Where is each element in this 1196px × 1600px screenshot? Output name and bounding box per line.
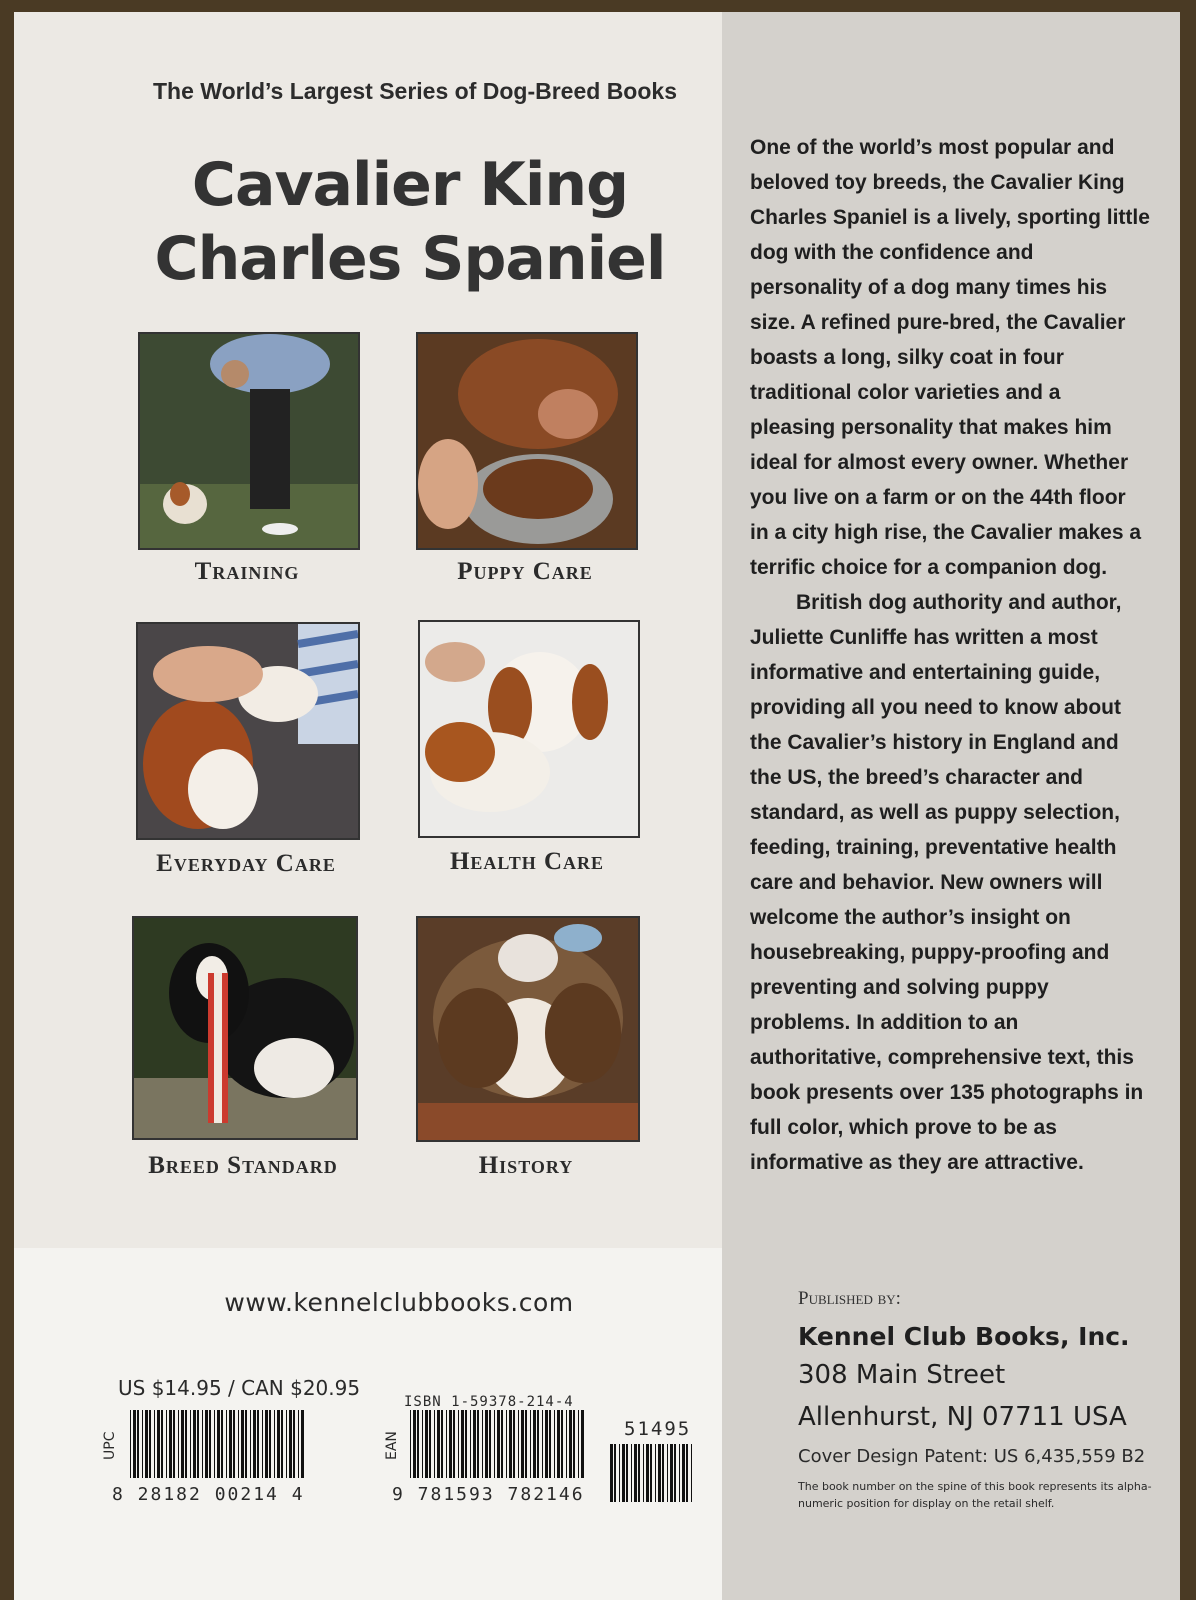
barcode-bar: [470, 1410, 471, 1478]
barcode-bar: [497, 1410, 500, 1478]
barcode-bar: [489, 1410, 491, 1478]
barcode-bar: [667, 1444, 668, 1502]
barcode-bar: [253, 1410, 256, 1478]
ean-barcode: [408, 1410, 586, 1478]
published-by-label: Published by:: [798, 1288, 901, 1309]
barcode-bar: [233, 1410, 235, 1478]
history-photo: [416, 916, 640, 1142]
barcode-bar: [655, 1444, 656, 1502]
barcode-bar: [193, 1410, 196, 1478]
price-label: US $14.95 / CAN $20.95: [118, 1376, 361, 1400]
barcode-bar: [217, 1410, 220, 1478]
barcode-bar: [643, 1444, 644, 1502]
barcode-bar: [658, 1444, 661, 1502]
ean-digits: 9 781593 782146: [392, 1484, 585, 1505]
barcode-bar: [257, 1410, 259, 1478]
barcode-bar: [441, 1410, 443, 1478]
barcode-bar: [154, 1410, 155, 1478]
barcode-bar: [545, 1410, 548, 1478]
isbn-number: ISBN 1-59378-214-4: [404, 1394, 574, 1410]
barcode-bar: [173, 1410, 175, 1478]
barcode-bar: [465, 1410, 467, 1478]
barcode-bar: [149, 1410, 151, 1478]
barcode-bar: [429, 1410, 431, 1478]
barcode-bar: [281, 1410, 283, 1478]
tile-caption-everyday-care: Everyday Care: [156, 850, 336, 877]
barcode-bar: [682, 1444, 685, 1502]
barcode-bar: [289, 1410, 292, 1478]
barcode-bar: [209, 1410, 211, 1478]
barcode-bar: [274, 1410, 275, 1478]
barcode-bar: [142, 1410, 143, 1478]
barcode-bar: [161, 1410, 163, 1478]
barcode-bar: [458, 1410, 459, 1478]
barcode-bar: [262, 1410, 263, 1478]
barcode-bar: [205, 1410, 208, 1478]
barcode-bar: [569, 1410, 572, 1478]
barcode-bar: [238, 1410, 239, 1478]
tile-caption-history: History: [478, 1152, 574, 1179]
barcode-bar: [686, 1444, 688, 1502]
barcode-bar: [518, 1410, 519, 1478]
book-title: [110, 148, 710, 296]
barcode-bar: [530, 1410, 531, 1478]
barcode-bar: [537, 1410, 539, 1478]
barcode-bar: [626, 1444, 628, 1502]
barcode-bar: [533, 1410, 536, 1478]
title-line-1: Cavalier King: [191, 150, 629, 220]
barcode-bar: [525, 1410, 527, 1478]
publisher-city: Allenhurst, NJ 07711 USA: [798, 1402, 1127, 1432]
barcode-bar: [691, 1444, 692, 1502]
barcode-bar: [513, 1410, 515, 1478]
barcode-bar: [485, 1410, 488, 1478]
barcode-bar: [185, 1410, 187, 1478]
upc-label: UPC: [102, 1431, 118, 1460]
barcode-bar: [413, 1410, 416, 1478]
barcode-bar: [277, 1410, 280, 1478]
tile-caption-health-care: Health Care: [449, 848, 605, 875]
barcode-bar: [554, 1410, 555, 1478]
publisher-street: 308 Main Street: [798, 1360, 1006, 1390]
barcode-bar: [494, 1410, 495, 1478]
cover-design-patent: Cover Design Patent: US 6,435,559 B2: [798, 1446, 1146, 1467]
ean-label: EAN: [384, 1431, 400, 1460]
barcode-bar: [578, 1410, 579, 1478]
barcode-bar: [453, 1410, 455, 1478]
barcode-bar: [638, 1444, 640, 1502]
barcode-bar: [473, 1410, 476, 1478]
barcode-bar: [461, 1410, 464, 1478]
health-care-photo: [418, 620, 640, 838]
everyday-care-photo: [136, 622, 360, 840]
tile-caption-training: Training: [194, 558, 300, 585]
barcode-bar: [202, 1410, 203, 1478]
publisher-website: www.kennelclubbooks.com: [224, 1288, 574, 1317]
barcode-bar: [622, 1444, 625, 1502]
barcode-bar: [446, 1410, 447, 1478]
barcode-bar: [437, 1410, 440, 1478]
breed-standard-photo: [132, 916, 358, 1140]
barcode-bar: [422, 1410, 423, 1478]
barcode-bar: [226, 1410, 227, 1478]
barcode-bar: [298, 1410, 299, 1478]
barcode-bar: [265, 1410, 268, 1478]
barcode-bar: [245, 1410, 247, 1478]
barcode-bar: [137, 1410, 139, 1478]
barcode-bar: [614, 1444, 616, 1502]
barcode-bar: [477, 1410, 479, 1478]
barcode-bar: [250, 1410, 251, 1478]
barcode-bar: [214, 1410, 215, 1478]
barcode-bar: [542, 1410, 543, 1478]
barcode-bar: [521, 1410, 524, 1478]
barcode-bar: [410, 1410, 411, 1478]
barcode-bar: [145, 1410, 148, 1478]
book-description: [750, 130, 1150, 1180]
barcode-bar: [482, 1410, 483, 1478]
title-line-2: Charles Spaniel: [154, 224, 666, 294]
barcode-bar: [157, 1410, 160, 1478]
barcode-bar: [646, 1444, 649, 1502]
upc-digits: 8 28182 00214 4: [112, 1484, 305, 1505]
barcode-bar: [501, 1410, 503, 1478]
barcode-bar: [573, 1410, 575, 1478]
barcode-bar: [634, 1444, 637, 1502]
description-paragraph-1: One of the world’s most popular and beloved toy breeds, the Cavalier King Charles Spaniel is a lively, sporting little dog with the confidence and personality of a dog many times his size. A refined pure-bred, the Cavalier boasts a long, silky coat in four traditional color varieties and a pleasing personality that makes him ideal for almost every owner. Whether you live on a farm or on the 44th floor in a city high rise, the Cavalier makes a terrific choice for a companion dog.: [750, 136, 1150, 579]
barcode-bar: [619, 1444, 620, 1502]
barcode-bar: [674, 1444, 676, 1502]
barcode-bar: [566, 1410, 567, 1478]
barcode-bar: [449, 1410, 452, 1478]
barcode-bar: [169, 1410, 172, 1478]
barcode-bar: [670, 1444, 673, 1502]
training-photo: [138, 332, 360, 550]
barcode-bar: [181, 1410, 184, 1478]
barcode-bar: [549, 1410, 551, 1478]
barcode-bar: [557, 1410, 560, 1478]
publisher-name: Kennel Club Books, Inc.: [798, 1322, 1130, 1351]
upc-barcode: [128, 1410, 308, 1478]
puppy-care-photo: [416, 332, 638, 550]
tile-caption-puppy-care: Puppy Care: [457, 558, 593, 585]
barcode-bar: [190, 1410, 191, 1478]
barcode-bar: [425, 1410, 428, 1478]
barcode-bar: [197, 1410, 199, 1478]
barcode-bar: [509, 1410, 512, 1478]
barcode-bar: [269, 1410, 271, 1478]
barcode-bar: [301, 1410, 304, 1478]
barcode-bar: [581, 1410, 584, 1478]
barcode-bar: [229, 1410, 232, 1478]
spine-number-note: The book number on the spine of this book represents its alpha-numeric position for display on the retail shelf.: [798, 1480, 1152, 1510]
barcode-bar: [662, 1444, 664, 1502]
book-back-cover: [14, 12, 1180, 1600]
barcode-bar: [221, 1410, 223, 1478]
price-addon-digits: 51495: [624, 1418, 692, 1440]
barcode-bar: [166, 1410, 167, 1478]
barcode-bar: [133, 1410, 136, 1478]
description-paragraph-2: British dog authority and author, Juliette Cunliffe has written a most informative and entertaining guide, providing all you need to know about the Cavalier’s history in England and the US, the breed’s character and standard, as well as puppy selection, feeding, training, preventative health care and behavior. New owners will welcome the author’s insight on housebreaking, puppy-proofing and preventing and solving puppy problems. In addition to an authoritative, comprehensive text, this book presents over 135 photographs in full color, which prove to be as informative as they are attractive.: [750, 591, 1144, 1174]
barcode-bar: [293, 1410, 295, 1478]
barcode-bar: [650, 1444, 652, 1502]
tile-caption-breed-standard: Breed Standard: [148, 1152, 338, 1179]
barcode-bar: [506, 1410, 507, 1478]
barcode-bar: [631, 1444, 632, 1502]
barcode-bar: [679, 1444, 680, 1502]
barcode-bar: [178, 1410, 179, 1478]
barcode-bar: [417, 1410, 419, 1478]
barcode-bar: [434, 1410, 435, 1478]
barcode-bar: [610, 1444, 613, 1502]
barcode-bar: [130, 1410, 131, 1478]
price-addon-barcode: [608, 1444, 698, 1502]
barcode-bar: [561, 1410, 563, 1478]
barcode-bar: [286, 1410, 287, 1478]
barcode-bar: [241, 1410, 244, 1478]
series-tagline: The World’s Largest Series of Dog-Breed Books: [153, 78, 677, 104]
